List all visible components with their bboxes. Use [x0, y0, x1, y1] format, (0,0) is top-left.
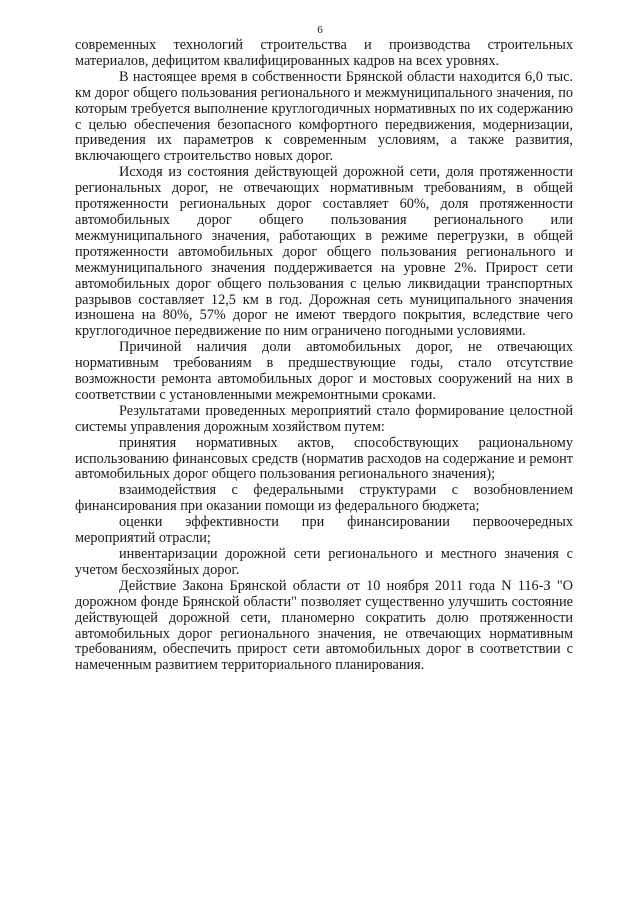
paragraph-repair-reasons: Причиной наличия доли автомобильных дорог, не отвечающих нормативным требованиям в предшествующие годы, стало отсутствие возможности ремонта автомобильных дорог и мостовых сооружений на них в соответствии с установленными межремонтными сроками.	[75, 339, 573, 403]
page-number: 6	[317, 24, 323, 36]
list-item-federal-interaction: взаимодействия с федеральными структурами с возобновлением финансирования при оказании помощи из федерального бюджета;	[75, 482, 573, 515]
list-item-normative-acts: принятия нормативных актов, способствующих рациональному использованию финансовых средств (норматив расходов на содержание и ремонт автомобильных дорог общего пользования регионального значения);	[75, 434, 573, 483]
document-body	[75, 38, 573, 674]
paragraph-continuation: современных технологий строительства и производства строительных материалов, дефицитом квалифицированных кадров на всех уровнях.	[75, 37, 573, 69]
paragraph-results: Результатами проведенных мероприятий стало формирование целостной системы управления дорожным хозяйством путем:	[75, 402, 573, 435]
list-item-efficiency-assessment: оценки эффективности при финансировании первоочередных мероприятий отрасли;	[75, 514, 573, 547]
list-item-inventory: инвентаризации дорожной сети регионального и местного значения с учетом бесхозяйных дорог.	[75, 546, 573, 578]
paragraph-road-fund-law: Действие Закона Брянской области от 10 ноября 2011 года N 116-З "О дорожном фонде Брянской области" позволяет существенно улучшить состояние действующей дорожной сети, планомерно сократить долю протяженности автомобильных дорог регионального значения, не отвечающих нормативным требованиям, обеспечить прирост сети автомобильных дорог в соответствии с намеченным развитием территориального планирования.	[75, 577, 573, 674]
paragraph-road-ownership: В настоящее время в собственности Брянской области находится 6,0 тыс. км дорог общего пользования регионального и межмуниципального значения, по которым требуется выполнение круглогодичных нормативных по их содержанию с целью обеспечения безопасного комфортного передвижения, модернизации, приведения их параметров к современным условиям, а также развития, включающего строительство новых дорог.	[75, 68, 573, 165]
paragraph-network-state: Исходя из состояния действующей дорожной сети, доля протяженности региональных дорог, не отвечающих нормативным требованиям, в общей протяженности региональных дорог составляет 60%, доля протяженности автомобильных дорог общего пользования регионального или межмуниципального значения, работающих в режиме перегрузки, в общей протяженности автомобильных дорог общего пользования регионального и межмуниципального значения поддерживается на уровне 2%. Прирост сети автомобильных дорог общего пользования с целью ликвидации транспортных разрывов составляет 12,5 км в год. Дорожная сеть муниципального значения изношена на 80%, 57% дорог не имеют твердого покрытия, вследствие чего круглогодичное передвижение по ним ограничено погодными условиями.	[75, 164, 573, 340]
